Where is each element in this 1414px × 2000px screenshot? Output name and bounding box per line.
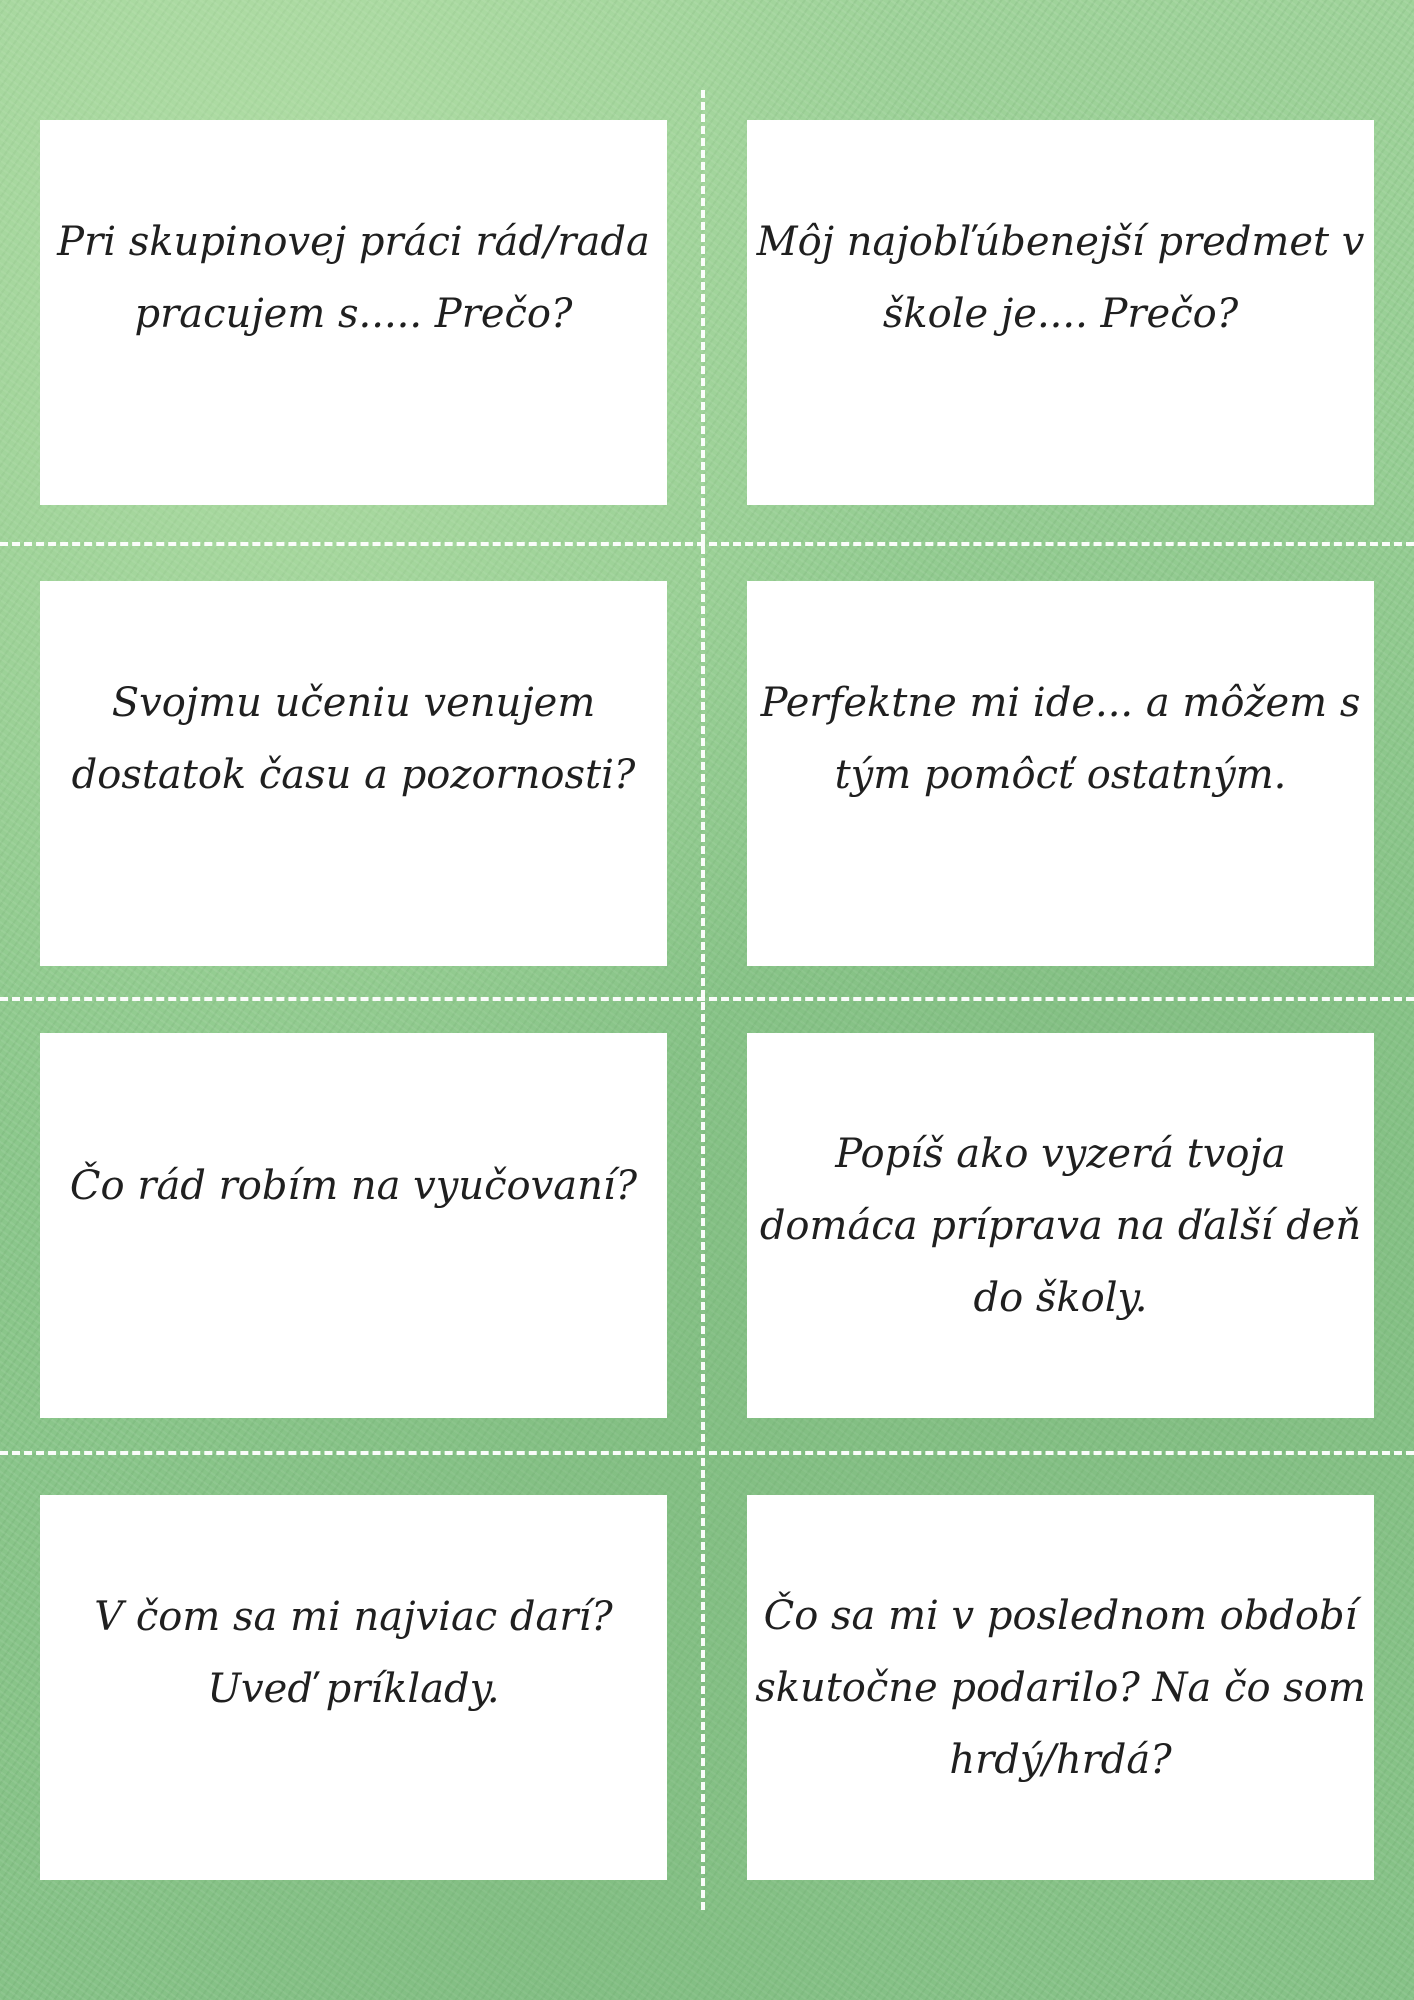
question-card [40, 581, 667, 966]
question-card [747, 1033, 1374, 1418]
question-text: V čom sa mi najviac darí? Uveď príklady. [94, 1593, 613, 1712]
question-card [747, 581, 1374, 966]
question-card [40, 1495, 667, 1880]
question-text: Pri skupinovej práci rád/rada pracujem s..... Prečo? [57, 218, 650, 337]
question-card [40, 1033, 667, 1418]
horizontal-cut-line [0, 542, 1414, 546]
question-text: Popíš ako vyzerá tvoja domáca príprava na ďalší deň do školy. [759, 1130, 1362, 1321]
question-card [747, 120, 1374, 505]
question-text: Perfektne mi ide... a môžem s tým pomôcť ostatným. [760, 679, 1361, 798]
question-card [747, 1495, 1374, 1880]
question-card [40, 120, 667, 505]
horizontal-cut-line [0, 1451, 1414, 1455]
question-text: Čo rád robím na vyučovaní? [69, 1162, 638, 1209]
question-text: Čo sa mi v poslednom období skutočne podarilo? Na čo som hrdý/hrdá? [755, 1592, 1366, 1783]
horizontal-cut-line [0, 997, 1414, 1001]
question-text: Môj najobľúbenejší predmet v škole je.... Prečo? [756, 218, 1365, 337]
question-text: Svojmu učeniu venujem dostatok času a pozornosti? [71, 679, 636, 798]
